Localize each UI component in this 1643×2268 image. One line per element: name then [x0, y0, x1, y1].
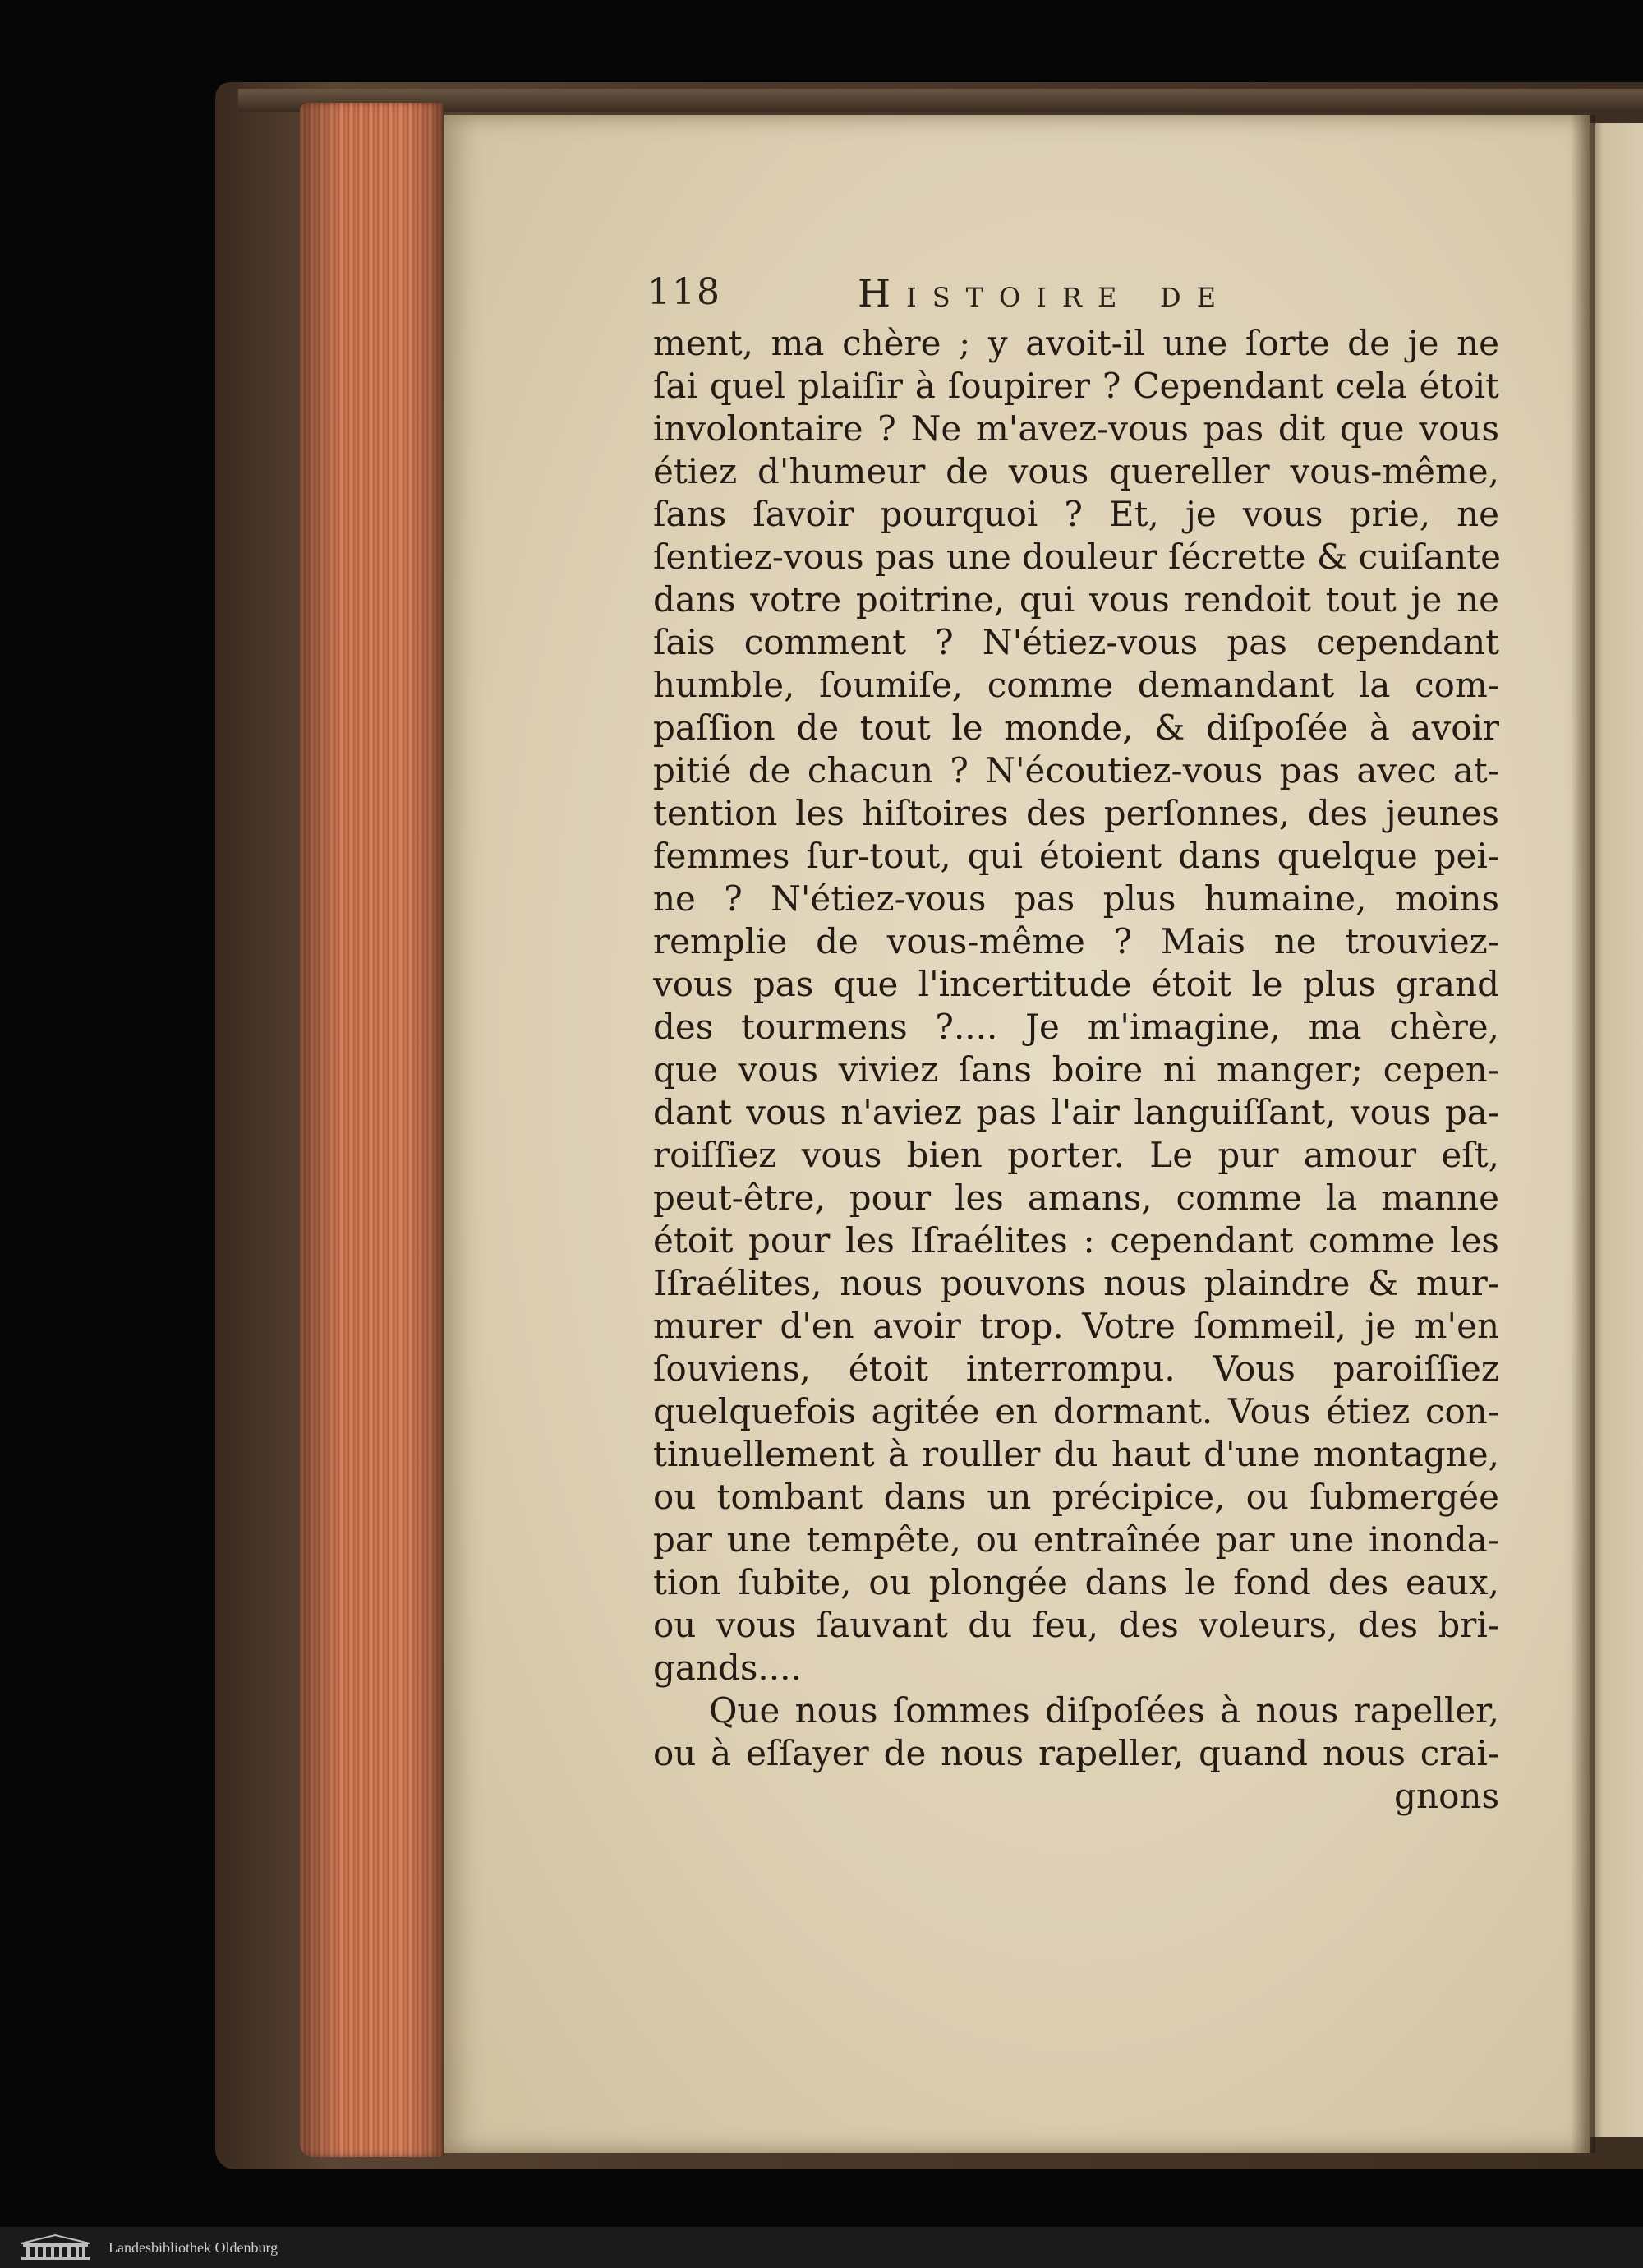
text-line: étiez d'humeur de vous quereller vous-même,: [653, 451, 1499, 491]
text-line: ſans ſavoir pourquoi ? Et, je vous prie, ne: [653, 494, 1499, 534]
text-line: tion ſubite, ou plongée dans le fond des eaux,: [653, 1562, 1499, 1602]
running-head-title: Histoire de: [858, 271, 1231, 316]
text-line: remplie de vous-même ? Mais ne trouviez-: [653, 921, 1499, 961]
text-line: dant vous n'aviez pas l'air languiſſant, vous pa-: [653, 1092, 1499, 1132]
text-line: roiſſiez vous bien porter. Le pur amour eſt,: [653, 1135, 1499, 1175]
text-line: quelquefois agitée en dormant. Vous étiez con-: [653, 1391, 1499, 1431]
text-line: que vous viviez ſans boire ni manger; cepen-: [653, 1049, 1499, 1090]
text-line: paſſion de tout le monde, & diſpoſée à avoir: [653, 708, 1499, 748]
text-line: tention les hiſtoires des perſonnes, des jeunes: [653, 793, 1499, 833]
page-edge-shadow: [300, 103, 444, 2157]
text-line: dans votre poitrine, qui vous rendoit tout je ne: [653, 579, 1499, 620]
text-line: peut-être, pour les amans, comme la manne: [653, 1178, 1499, 1218]
text-line: ou à eſſayer de nous rapeller, quand nous crai-: [653, 1733, 1499, 1773]
text-line: femmes ſur-tout, qui étoient dans quelque pei-: [653, 836, 1499, 876]
page-gutter-shadow: [1571, 115, 1595, 2153]
catchword: gnons: [1394, 1776, 1499, 1816]
text-line: Que nous ſommes diſpoſées à nous rapeller,: [709, 1690, 1499, 1731]
book-cover-top-edge: [238, 89, 1643, 112]
footer-bar: [0, 2227, 1643, 2268]
library-building-icon: [16, 2233, 94, 2261]
text-line: ſais comment ? N'étiez-vous pas cependant: [653, 622, 1499, 662]
text-line: vous pas que l'incertitude étoit le plus grand: [653, 964, 1499, 1004]
body-text: [653, 322, 1499, 1818]
text-line: par une tempête, ou entraînée par une inonda-: [653, 1519, 1499, 1560]
page-number: 118: [647, 271, 721, 313]
text-line: ſouviens, étoit interrompu. Vous paroiſſiez: [653, 1348, 1499, 1389]
text-line: étoit pour les Iſraélites : cependant comme les: [653, 1220, 1499, 1261]
library-name: Landesbibliothek Oldenburg: [108, 2239, 278, 2256]
text-line: involontaire ? Ne m'avez-vous pas dit que vous: [653, 408, 1499, 449]
text-line: murer d'en avoir trop. Votre ſommeil, je m'en: [653, 1306, 1499, 1346]
text-line: tinuellement à rouller du haut d'une montagne,: [653, 1434, 1499, 1474]
text-line: ſai quel plaiſir à ſoupirer ? Cependant cela étoit: [653, 366, 1499, 406]
text-line: ſentiez-vous pas une douleur ſécrette & cuiſante: [653, 537, 1501, 577]
text-line: humble, ſoumiſe, comme demandant la com-: [653, 665, 1499, 705]
text-line: pitié de chacun ? N'écoutiez-vous pas avec at-: [653, 750, 1499, 791]
text-line: ou vous ſauvant du feu, des voleurs, des bri-: [653, 1605, 1499, 1645]
text-line: gands....: [653, 1648, 802, 1688]
text-line: des tourmens ?.... Je m'imagine, ma chère,: [653, 1007, 1499, 1047]
text-line: ou tombant dans un précipice, ou ſubmergée: [653, 1477, 1499, 1517]
text-line: Iſraélites, nous pouvons nous plaindre & mur-: [653, 1263, 1499, 1303]
text-line: ne ? N'étiez-vous pas plus humaine, moins: [653, 878, 1499, 919]
text-line: ment, ma chère ; y avoit-il une ſorte de je ne: [653, 323, 1499, 363]
facing-page-sliver: [1590, 123, 1643, 2137]
